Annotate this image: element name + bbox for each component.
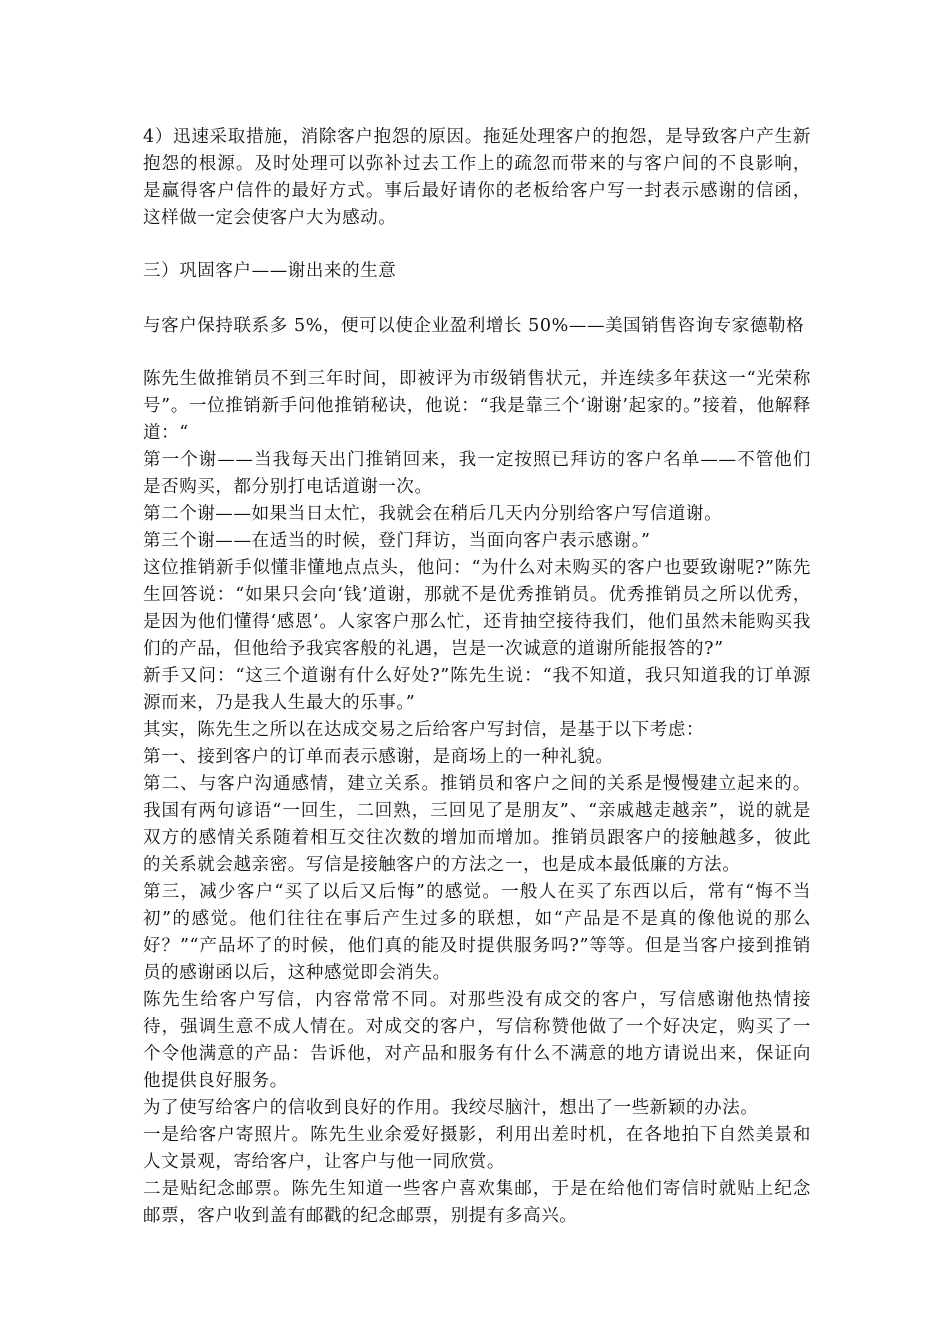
thanks-first: 第一个谢——当我每天出门推销回来，我一定按照已拜访的客户名单——不管他们是否购买，都分别打电话道谢一次。: [143, 450, 811, 497]
thanks-second: 第二个谢——如果当日太忙，我就会在稍后几天内分别给客户写信道谢。: [143, 504, 723, 524]
reason-second: 第二、与客户沟通感情，建立关系。推销员和客户之间的关系是慢慢建立起来的。我国有两句谚语“一回生，二回熟，三回见了是朋友”、“亲戚越走越亲”，说的就是双方的感情关系随着相互交往次数的增加而增加。推销员跟客户的接触越多，彼此的关系就会越亲密。写信是接触客户的方法之一，也是成本最低廉的方法。: [143, 774, 811, 875]
reason-first: 第一、接到客户的订单而表示感谢，是商场上的一种礼貌。: [143, 747, 614, 767]
method-photos: 一是给客户寄照片。陈先生业余爱好摄影，利用出差时机，在各地拍下自然美景和人文景观，寄给客户，让客户与他一同欣赏。: [143, 1125, 811, 1172]
letter-content-paragraph: 陈先生给客户写信，内容常常不同。对那些没有成交的客户，写信感谢他热情接待，强调生意不成人情在。对成交的客户，写信称赞他做了一个好决定，购买了一个令他满意的产品：告诉他，对产品和服务有什么不满意的地方请说出来，保证向他提供良好服务。: [143, 990, 811, 1091]
reason-intro: 其实，陈先生之所以在达成交易之后给客户写封信，是基于以下考虑：: [143, 720, 705, 740]
dialogue-paragraph-2: 新手又问：“这三个道谢有什么好处?”陈先生说：“我不知道，我只知道我的订单源源而来，乃是我人生最大的乐事。”: [143, 666, 811, 713]
new-methods-paragraph: 为了使写给客户的信收到良好的作用。我绞尽脑汁，想出了一些新颖的办法。: [143, 1098, 759, 1118]
dialogue-paragraph: 这位推销新手似懂非懂地点点头，他问：“为什么对未购买的客户也要致谢呢?”陈先生回答说：“如果只会向‘钱’道谢，那就不是优秀推销员。优秀推销员之所以优秀，是因为他们懂得‘感恩’。人家客户那么忙，还肯抽空接待我们，他们虽然未能购买我们的产品，但他给予我宾客般的礼遇，岂是一次诚意的道谢所能报答的?”: [143, 558, 811, 659]
paragraph-measure-4: 4）迅速采取措施，消除客户抱怨的原因。拖延处理客户的抱怨，是导致客户产生新抱怨的根源。及时处理可以弥补过去工作上的疏忽而带来的与客户间的不良影响，是赢得客户信件的最好方式。事后最好请你的老板给客户写一封表示感谢的信函，这样做一定会使客户大为感动。: [143, 127, 811, 228]
quote-paragraph: 与客户保持联系多 5%，便可以使企业盈利增长 50%——美国销售咨询专家德勒格: [143, 316, 805, 336]
story-paragraph: 陈先生做推销员不到三年时间，即被评为市级销售状元，并连续多年获这一“光荣称号”。一位推销新手问他推销秘诀，他说：“我是靠三个‘谢谢’起家的。”接着，他解释道：“: [143, 369, 811, 443]
section-heading: 三）巩固客户——谢出来的生意: [143, 261, 397, 281]
thanks-third: 第三个谢——在适当的时候，登门拜访，当面向客户表示感谢。”: [143, 531, 651, 551]
method-stamps: 二是贴纪念邮票。陈先生知道一些客户喜欢集邮，于是在给他们寄信时就贴上纪念邮票，客户收到盖有邮戳的纪念邮票，别提有多高兴。: [143, 1179, 811, 1226]
document-body: [143, 124, 811, 1230]
reason-third: 第三，减少客户“买了以后又后悔”的感觉。一般人在买了东西以后，常有“悔不当初”的感觉。他们往往在事后产生过多的联想，如“产品是不是真的像他说的那么好？”“产品坏了的时候，他们真的能及时提供服务吗?”等等。但是当客户接到推销员的感谢函以后，这种感觉即会消失。: [143, 882, 811, 983]
